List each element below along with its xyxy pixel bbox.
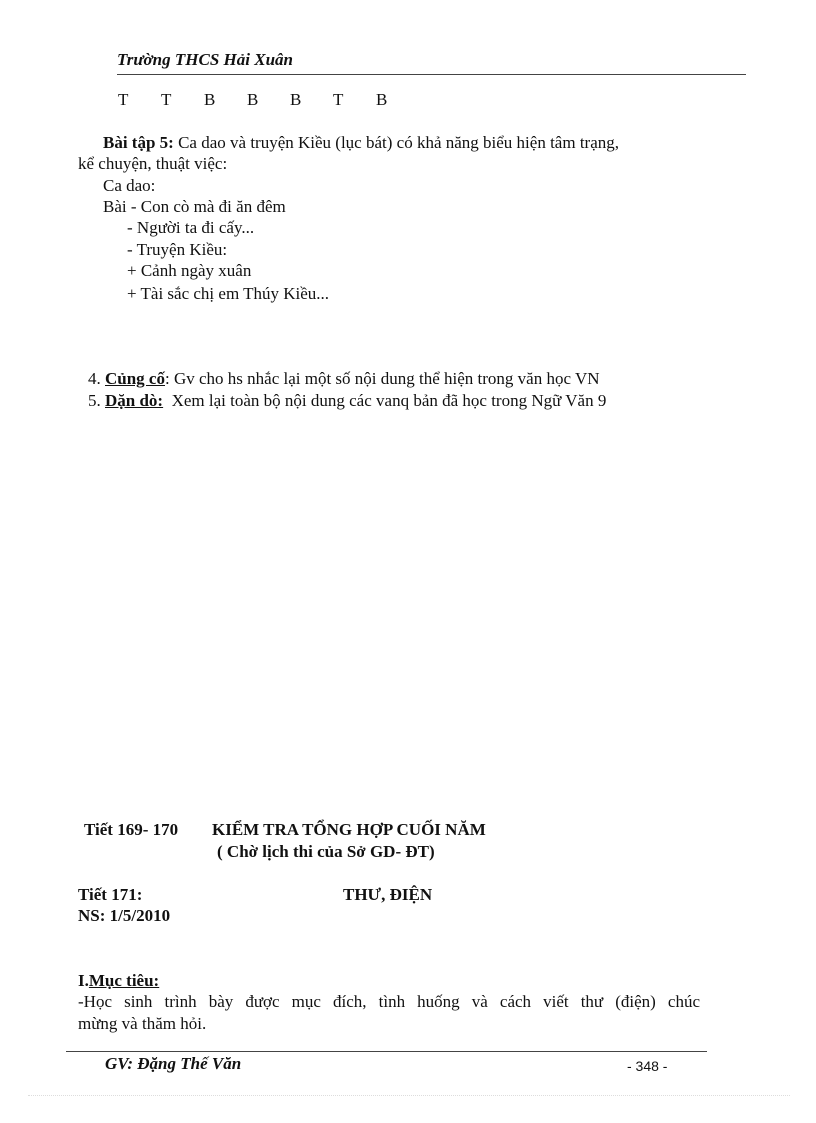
step-5-text: Xem lại toàn bộ nội dung các vanq bản đã học trong Ngữ Văn 9 [163,391,607,410]
tone-1: T [118,90,129,109]
lesson169-subtitle: ( Chờ lịch thi của Sở GD- ĐT) [217,842,435,861]
tone-2: T [161,90,172,109]
tone-pattern [118,90,419,110]
lesson171-title: THƯ, ĐIỆN [343,885,433,904]
exercise5-line2: kể chuyện, thuật việc: [78,154,228,173]
tone-5: B [290,90,302,109]
footer-rule [66,1051,707,1052]
step-cung-co [88,369,600,389]
header-school-name: Trường THCS Hải Xuân [117,50,293,69]
lesson171-ns: NS: 1/5/2010 [78,906,171,925]
lesson171-period: Tiết 171: [78,885,143,904]
step-5-number: 5. [88,391,101,410]
bai-con-co: Bài - Con cò mà đi ăn đêm [103,197,286,216]
step-4-number: 4. [88,369,101,388]
footer-page-number: - 348 - [627,1058,668,1074]
header-rule [117,74,746,75]
footer-teacher: GV: Đặng Thế Văn [105,1054,242,1073]
objectives-title: Mục tiêu: [88,971,160,990]
tai-sac-thuy-kieu: + Tài sắc chị em Thúy Kiều... [127,284,330,303]
objectives-heading [78,971,159,991]
tone-7: B [376,90,388,109]
step-4-text: : Gv cho hs nhắc lại một số nội dung thể hiện trong văn học VN [164,369,600,388]
step-5-label: Dặn dò: [105,391,164,410]
tone-3: B [204,90,216,109]
objectives-line1: -Học sinh trình bày được mục đích, tình huống và cách viết thư (điện) chúc [78,992,700,1011]
nguoi-ta-di-cay: - Người ta đi cấy... [127,218,255,237]
exercise5-text1: Ca dao và truyện Kiều (lục bát) có khả năng biểu hiện tâm trạng, [173,133,619,152]
tone-6: T [333,90,344,109]
ca-dao-label: Ca dao: [103,176,156,195]
step-4-label: Củng cố [105,369,165,388]
exercise5-label: Bài tập 5: [103,133,174,152]
step-dan-do [88,391,606,411]
tone-4: B [247,90,259,109]
objectives-line2: mừng và thăm hỏi. [78,1014,207,1033]
page-bottom-dotted-line [28,1095,790,1096]
objectives-number: I. [78,971,89,990]
exercise5-line1 [103,133,619,153]
lesson169-title: KIỂM TRA TỔNG HỢP CUỐI NĂM [212,820,486,839]
canh-ngay-xuan: + Cảnh ngày xuân [127,261,252,280]
truyen-kieu-label: - Truyện Kiều: [127,240,228,259]
lesson169-period: Tiết 169- 170 [84,820,179,839]
